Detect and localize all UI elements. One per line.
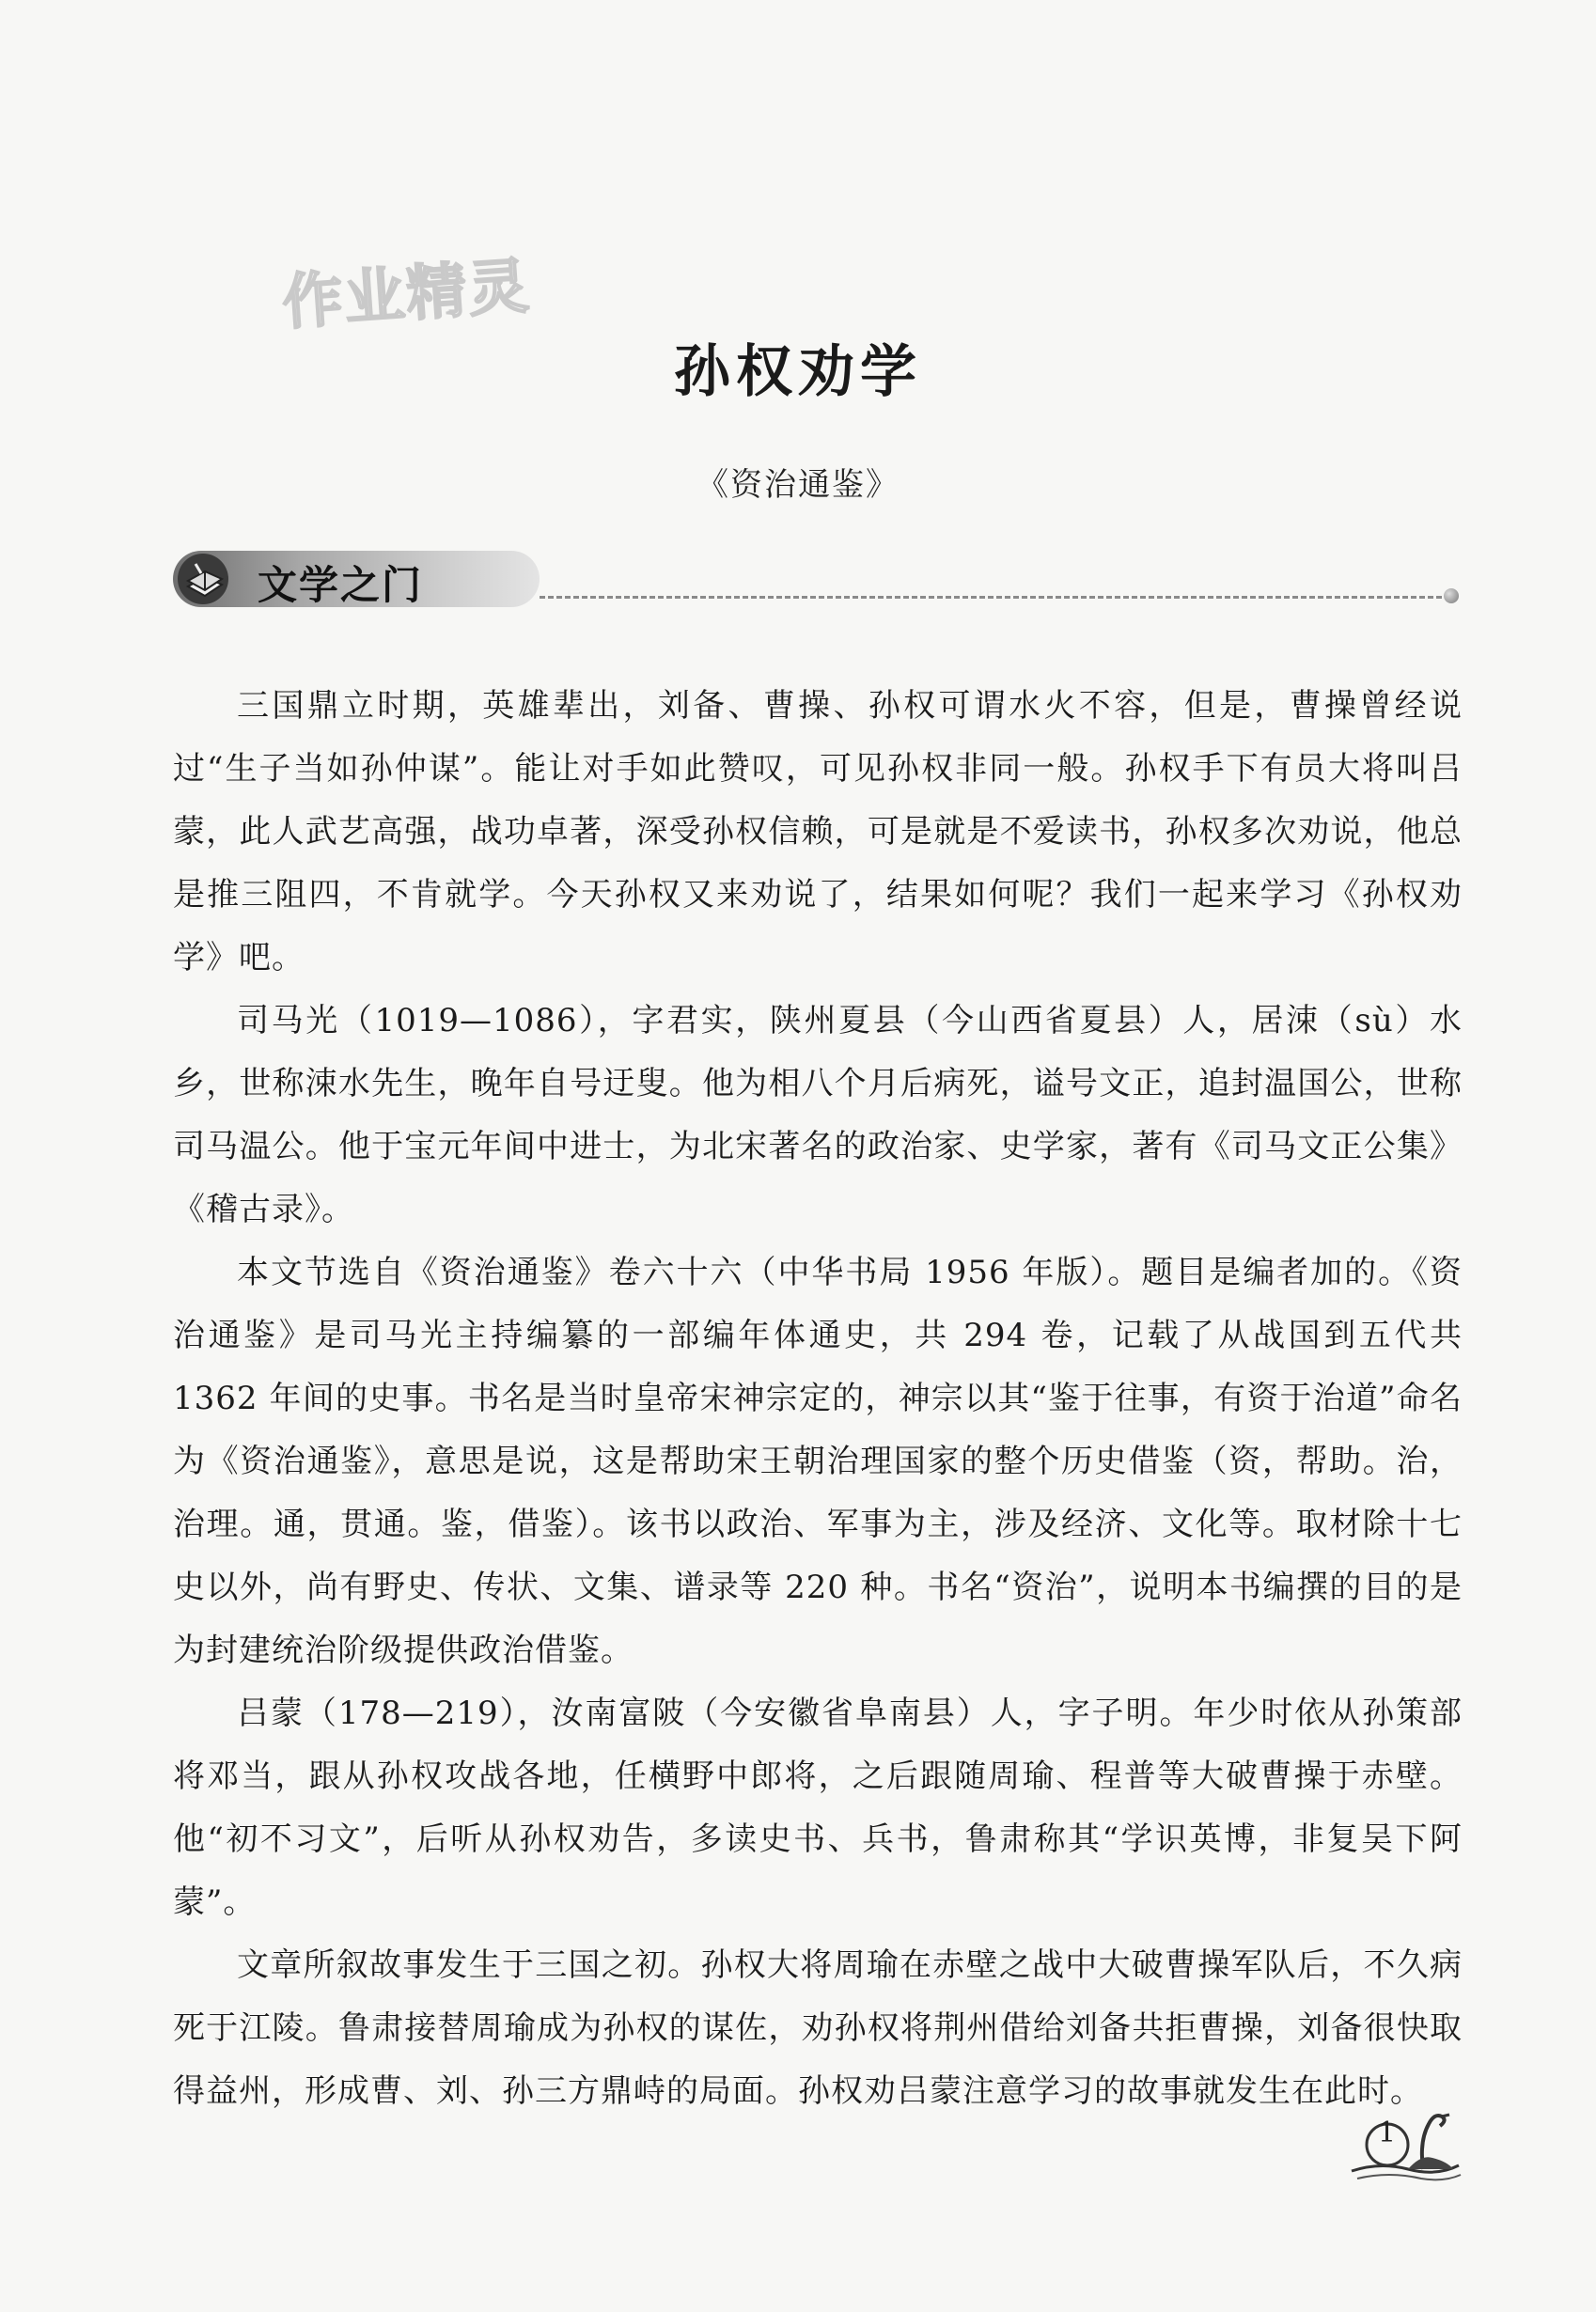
body-text bbox=[173, 675, 1463, 2123]
section-divider bbox=[540, 596, 1442, 599]
section-title: 文学之门 bbox=[258, 562, 424, 608]
paragraph: 本文节选自《资治通鉴》卷六十六（中华书局 1956 年版）。题目是编者加的。《资治通鉴》是司马光主持编纂的一部编年体通史，共 294 卷，记载了从战国到五代共 1362 年间的史事。书名是当时皇帝宋神宗定的，神宗以其“鉴于往事，有资于治道”命名为《资治通鉴》，意思是说，这是帮助宋王朝治理国家的整个历史借鉴（资，帮助。治，治理。通，贯通。鉴，借鉴）。该书以政治、军事为主，涉及经济、文化等。取材除十七史以外，尚有野史、传状、文集、谱录等 220 种。书名“资治”，说明本书编撰的目的是为封建统治阶级提供政治借鉴。 bbox=[173, 1254, 1463, 1669]
paragraph: 文章所叙故事发生于三国之初。孙权大将周瑜在赤壁之战中大破曹操军队后，不久病死于江陵。鲁肃接替周瑜成为孙权的谋佐，劝孙权将荆州借给刘备共拒曹操，刘备很快取得益州，形成曹、刘、孙三方鼎峙的局面。孙权劝吕蒙注意学习的故事就发生在此时。 bbox=[173, 1946, 1463, 2110]
paragraph: 司马光（1019—1086），字君实，陕州夏县（今山西省夏县）人，居涑（sù）水乡，世称涑水先生，晚年自号迂叟。他为相八个月后病死，谥号文正，追封温国公，世称司马温公。他于宝元年间中进士，为北宋著名的政治家、史学家，著有《司马文正公集》《稽古录》。 bbox=[173, 1002, 1463, 1228]
book-icon bbox=[177, 553, 233, 605]
page-title: 孙权劝学 bbox=[674, 339, 922, 405]
page-number: 1 bbox=[1378, 2117, 1397, 2149]
divider-end-dot bbox=[1444, 588, 1459, 603]
paragraph: 吕蒙（178—219），汝南富陂（今安徽省阜南县）人，字子明。年少时依从孙策部将邓当，跟从孙权攻战各地，任横野中郎将，之后跟随周瑜、程普等大破曹操于赤壁。他“初不习文”，后听从孙权劝告，多读史书、兵书，鲁肃称其“学识英博，非复吴下阿蒙”。 bbox=[173, 1695, 1463, 1921]
watermark: 作业精灵 bbox=[280, 251, 533, 339]
source-line: 《资治通鉴》 bbox=[696, 466, 900, 504]
swan-icon bbox=[1342, 2103, 1464, 2188]
paragraph: 三国鼎立时期，英雄辈出，刘备、曹操、孙权可谓水火不容，但是，曹操曾经说过“生子当如孙仲谋”。能让对手如此赞叹，可见孙权非同一般。孙权手下有员大将叫吕蒙，此人武艺高强，战功卓著，深受孙权信赖，可是就是不爱读书，孙权多次劝说，他总是推三阻四，不肯就学。今天孙权又来劝说了，结果如何呢？我们一起来学习《孙权劝学》吧。 bbox=[173, 687, 1463, 976]
section-header bbox=[173, 547, 1470, 615]
